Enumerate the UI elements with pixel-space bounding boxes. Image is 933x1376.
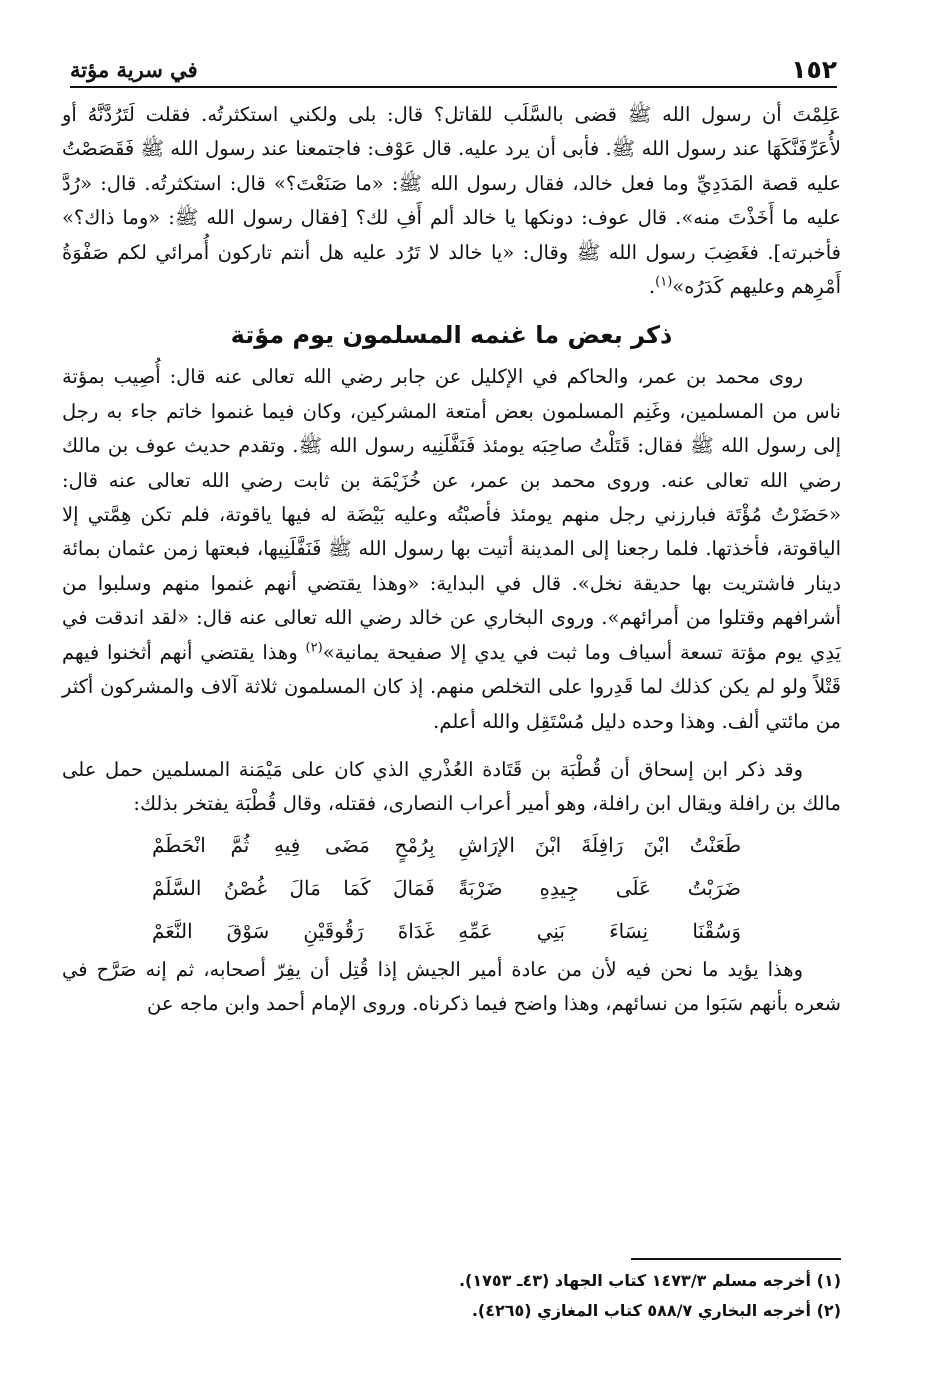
verse-first-hemistich: طَعَنْتُ ابْنَ رَافِلَةَ ابْنَ الإرَاشِ bbox=[458, 832, 741, 857]
footnote-separator bbox=[631, 1258, 841, 1260]
section-heading: ذكر بعض ما غنمه المسلمون يوم مؤتة bbox=[230, 321, 673, 350]
page-body bbox=[62, 98, 841, 1022]
verse-first-hemistich: وَسُقْنَا نِسَاءَ بَنِي عَمِّهِ bbox=[458, 918, 741, 943]
verse-second-hemistich: غَدَاةَ رَقُوقَيْنِ سَوْقَ النَّعَمْ bbox=[152, 918, 435, 943]
verse-second-hemistich: فَمَالَ كَمَا مَالَ غُصْنُ السَّلَمْ bbox=[152, 875, 435, 900]
poem-verse bbox=[152, 824, 741, 867]
footnote-ref-1[interactable]: (١) bbox=[655, 274, 673, 290]
paragraph-2: روى محمد بن عمر، والحاكم في الإكليل عن جابر رضي الله تعالى عنه قال: أُصِيب بمؤتة ناس من المسلمين، وغَنِم المسلمون بعض أمتعة المشركين، وكان فيما غنموا خاتم جاء به رجل إلى رسول الله ﷺ فقال: قَتَلْتُ صاحِبَه يومئذ فَنَفَّلَنِيه رسول الله ﷺ. وتقدم حديث عوف بن مالك رضي الله تعالى عنه. وروى محمد بن عمر، عن خُزَيْمَة بن ثابت رضي الله تعالى عنه قال: «حَضَرْتُ مُؤْتَة فبارزني رجل منهم يومئذ فأصبْتُه وعليه بَيْضَة له فيها ياقوتة، فلم تكن هِمَّتي إلا الياقوتة، فأخذتها. فلما رجعنا إلى المدينة أتيت بها رسول الله ﷺ فَنَفَّلَنِيها، فبعتها زمن عثمان بمائة دينار فاشتريت بها حديقة نخل». قال في البداية: «وهذا يقتضي أنهم غنموا منهم وسلبوا من أشرافهم وقتلوا من أمرائهم». وروى البخاري عن خالد رضي الله تعالى عنه قال: «لقد اندقت في يَدِي يوم مؤتة تسعة أسياف وما ثبت في يدي إلا صفيحة يمانية»$^{(٢)}$ وهذا يقتضي أنهم أثخنوا فيهم قَتْلاً ولو لم يكن كذلك لما قَدِروا على التخلص منهم. إذ كان المسلمون ثلاثة آلاف والمشركون أكثر من مائتي ألف. وهذا وحده دليل مُسْتَقِل والله أعلم. bbox=[62, 365, 841, 733]
paragraph-4: وهذا يؤيد ما نحن فيه لأن من عادة أمير الجيش إذا قُتِل أن يفِرّ أصحابه، ثم إنه صَرَّح في شعره بأنهم سَبَوا من نسائهم، وهذا واضح فيما ذكرناه. وروى الإمام أحمد وابن ماجه عن bbox=[62, 957, 841, 1016]
footnotes bbox=[62, 1266, 841, 1326]
poem-verse bbox=[152, 910, 741, 953]
running-title: في سرية مؤتة bbox=[70, 56, 198, 82]
verse-second-hemistich: بِرُمْحٍ مَضَى فِيهِ ثُمَّ انْحَطَمْ bbox=[152, 832, 435, 857]
page-header bbox=[70, 52, 837, 88]
verse-first-hemistich: ضَرَبْتُ عَلَى جِيدِهِ ضَرْبَةً bbox=[458, 875, 741, 900]
poem bbox=[152, 824, 741, 953]
footnote-ref-2[interactable]: (٢) bbox=[305, 640, 323, 656]
poem-verse bbox=[152, 867, 741, 910]
paragraph-3: وقد ذكر ابن إسحاق أن قُطْبَة بن قَتَادة العُذْري الذي كان على مَيْمَنة المسلمين حمل على مالك بن رافلة ويقال ابن رافلة، وهو أمير أعراب النصارى، فقتله، وقال قُطْبَة يفتخر بذلك: bbox=[62, 757, 841, 816]
paragraph-1: عَلِمْتَ أن رسول الله ﷺ قضى بالسَّلَب للقاتل؟ قال: بلى ولكني استكثرتُه. فقلت لَتَرُدَّنَّهُ أو لأُعَرِّفَنَّكَهَا عند رسول الله ﷺ. فأبى أن يرد عليه. قال عَوْف: فاجتمعنا عند رسول الله ﷺ فَقَصَصْتُ عليه قصة المَدَدِيِّ وما فعل خالد، فقال رسول الله ﷺ: «ما صَنَعْتَ؟» قال: استكثرتُه. قال: «رُدَّ عليه ما أَخَذْتَ منه». قال عوف: دونكها يا خالد ألم أَفِ لك؟ [فقال رسول الله ﷺ: «وما ذاك؟» فأخبرته]. فغَضِبَ رسول الله ﷺ وقال: «يا خالد لا تَرُد عليه هل أنتم تاركون أُمرائي لكم صَفْوَةُ أَمْرِهم وعليهم كَدَرُه»$^{(١)}$. bbox=[62, 103, 841, 299]
footnote-1: (١) أخرجه مسلم ١٤٧٣/٣ كتاب الجهاد (٤٣ـ ١٧٥٣). bbox=[458, 1271, 841, 1290]
page-number: ١٥٢ bbox=[791, 54, 837, 84]
footnote-2: (٢) أخرجه البخاري ٥٨٨/٧ كتاب المغازي (٤٢٦٥). bbox=[471, 1301, 841, 1320]
